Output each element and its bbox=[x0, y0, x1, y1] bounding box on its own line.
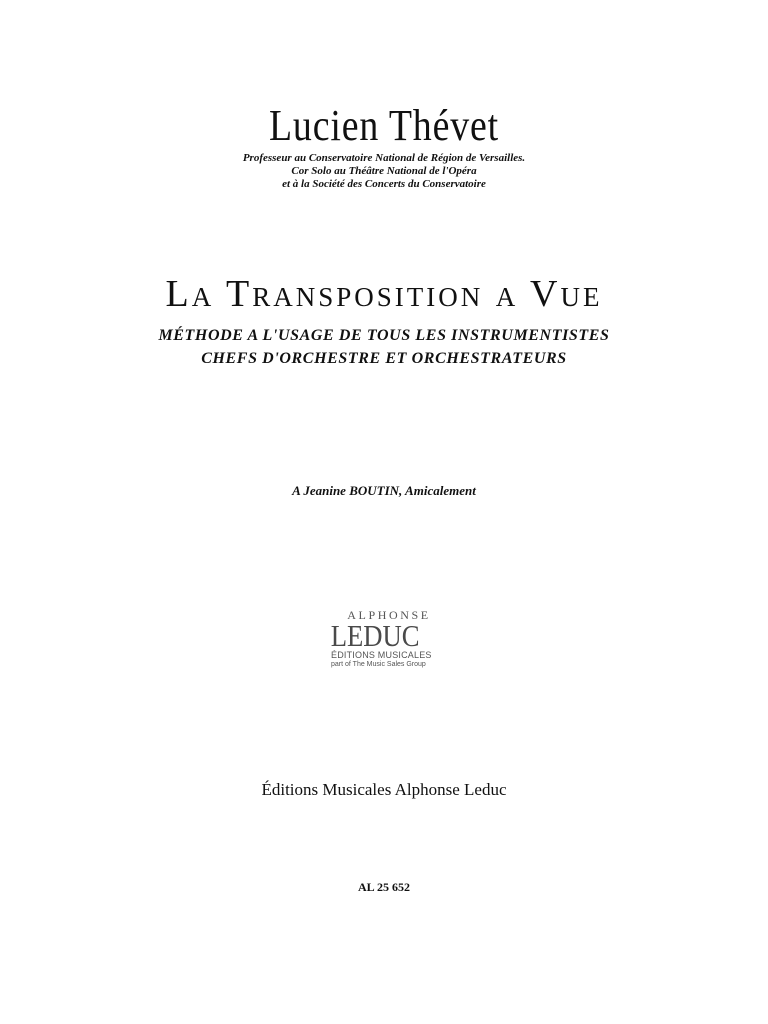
author-credit-line: Cor Solo au Théâtre National de l'Opéra bbox=[291, 165, 477, 177]
logo-subtitle: ÉDITIONS MUSICALES bbox=[331, 650, 432, 660]
author-credits bbox=[0, 152, 768, 191]
catalog-number: AL 25 652 bbox=[357, 880, 410, 894]
book-subtitle bbox=[0, 324, 768, 370]
publisher-name: Éditions Musicales Alphonse Leduc bbox=[261, 780, 507, 799]
dedication: A Jeanine BOUTIN, Amicalement bbox=[292, 483, 476, 498]
author-credit-line: Professeur au Conservatoire National de Région de Versailles. bbox=[242, 152, 526, 164]
logo-top-text: ALPHONSE bbox=[347, 608, 431, 622]
publisher-logo bbox=[327, 608, 451, 676]
author-name: Lucien Thévet bbox=[268, 101, 500, 150]
subtitle-line: MÉTHODE A L'USAGE DE TOUS LES INSTRUMENTISTES bbox=[158, 327, 610, 344]
subtitle-line: CHEFS D'ORCHESTRE ET ORCHESTRATEURS bbox=[201, 350, 567, 367]
logo-main-text: LEDUC bbox=[330, 618, 420, 653]
book-title: La Transposition a Vue bbox=[165, 273, 603, 315]
author-credit-line: et à la Société des Concerts du Conservatoire bbox=[282, 178, 486, 190]
logo-group-text: part of The Music Sales Group bbox=[331, 661, 426, 668]
